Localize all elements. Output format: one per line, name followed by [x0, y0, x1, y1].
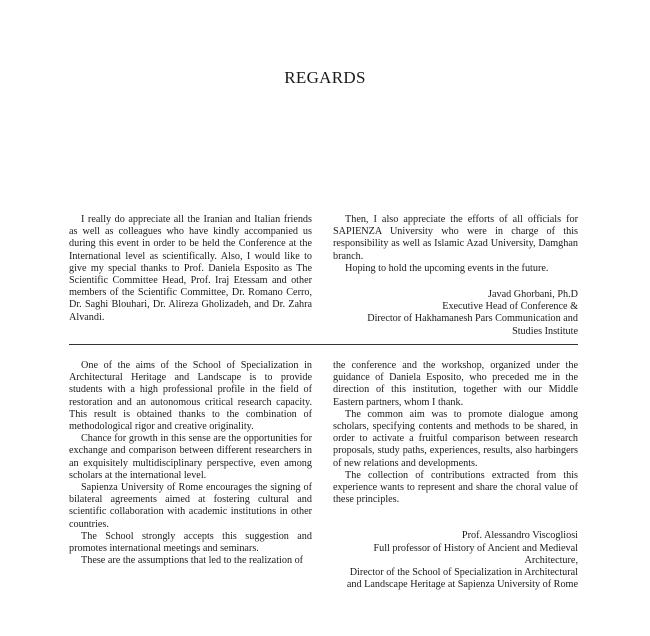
paragraph: I really do appreciate all the Iranian and Italian friends as well as colleagues who have kindly accompanied us during this event in order to be held the Conference at the International level as scientifically. Also, I would like to give my special thanks to Prof. Daniela Esposito as The Scientific Committee Head, Prof. Iraj Etessam and other members of the Scientific Committee, Dr. Romano Cerro, Dr. Saghi Blouhari, Dr. Alireza Gholizadeh, and Dr. Zahra Alvandi. [69, 214, 312, 323]
signature-block [333, 289, 578, 338]
signature-role: Executive Head of Conference & [442, 301, 578, 313]
paragraph: These are the assumptions that led to the realization of [81, 555, 304, 567]
paragraph: Chance for growth in this sense are the opportunities for exchange and comparison between different researchers in an exquisitely multidisciplinary perspective, even among scholars at the international level. [69, 433, 312, 481]
top-right-column [333, 214, 578, 338]
signature-role: Full professor of History of Ancient and Medieval Architecture, [373, 542, 578, 566]
top-left-column [69, 214, 312, 324]
paragraph: Hoping to hold the upcoming events in the future. [345, 262, 549, 274]
signature-name: Prof. Alessandro Viscogliosi [461, 530, 578, 542]
page-title: REGARDS [284, 68, 366, 87]
bottom-left-column [69, 360, 312, 567]
signature-role: and Landscape Heritage at Sapienza University of Rome [346, 579, 578, 591]
paragraph: Then, I also appreciate the efforts of all officials for SAPIENZA University who were in charge of this responsibility as well as Islamic Azad University, Damghan branch. [333, 214, 578, 262]
paragraph: the conference and the workshop, organized under the guidance of Daniela Esposito, who preceded me in the direction of this institution, together with our Middle Eastern partners, whom I thank. [333, 360, 578, 408]
signature-role: Director of the School of Specialization in Architectural [349, 567, 578, 579]
signature-block [333, 530, 578, 591]
signature-name: Javad Ghorbani, Ph.D [488, 289, 578, 301]
signature-role: Studies Institute [512, 325, 578, 337]
section-divider [69, 344, 578, 345]
paragraph: Sapienza University of Rome encourages the signing of bilateral agreements aimed at fostering cultural and scientific collaboration with academic institutions in other countries. [69, 482, 312, 530]
paragraph: One of the aims of the School of Specialization in Architectural Heritage and Landscape is to provide students with a high professional profile in the field of restoration and an autonomous critical research capacity. This result is obtained thanks to the combination of methodological rigor and creative originality. [69, 360, 312, 433]
signature-role: Director of Hakhamanesh Pars Communication and [367, 313, 578, 325]
paragraph: The common aim was to promote dialogue among scholars, specifying contents and methods to be shared, in order to activate a fruitful comparison between research proposals, study paths, experiences, results, also harbingers of new relations and developments. [333, 408, 578, 469]
paragraph: The collection of contributions extracted from this experience wants to represent and share the choral value of these principles. [333, 469, 578, 506]
paragraph: The School strongly accepts this suggestion and promotes international meetings and seminars. [69, 530, 312, 555]
bottom-right-column [333, 360, 578, 591]
